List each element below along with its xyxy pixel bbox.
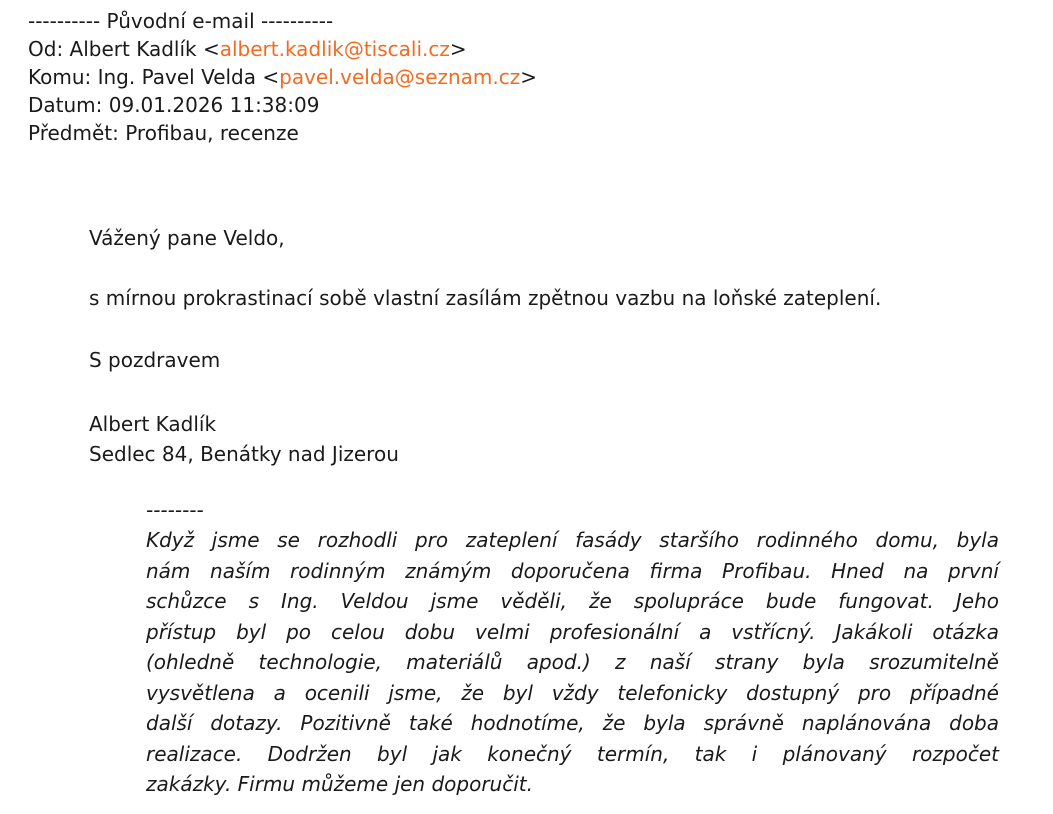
review-line: přístup byl po celou dobu velmi profesionální a vstřícný. Jakákoli otázka bbox=[146, 619, 999, 644]
subject-line: Předmět: Profibau, recenze bbox=[28, 121, 299, 145]
from-line bbox=[28, 35, 537, 63]
regards: S pozdravem bbox=[89, 348, 221, 372]
review-line: Když jsme se rozhodli pro zateplení fasády staršího rodinného domu, byla bbox=[146, 528, 999, 552]
to-line bbox=[28, 63, 537, 91]
original-email-separator: ---------- Původní e-mail ---------- bbox=[28, 9, 334, 33]
review-line: vysvětlena a ocenili jsme, že byl vždy telefonicky dostupný pro případné bbox=[146, 680, 999, 705]
review-line: nám naším rodinným známým doporučena firma Profibau. Hned na první bbox=[146, 558, 999, 583]
review-quote bbox=[146, 495, 999, 800]
to-label: Komu: Ing. Pavel Velda < bbox=[28, 65, 280, 89]
from-close: > bbox=[449, 37, 467, 61]
email-header bbox=[28, 7, 537, 147]
signature-name: Albert Kadlík bbox=[89, 412, 217, 436]
review-line: další dotazy. Pozitivně také hodnotíme, že byla správně naplánována doba bbox=[146, 711, 999, 735]
review-line: zakázky. Firmu můžeme jen doporučit. bbox=[146, 772, 533, 796]
to-close: > bbox=[520, 65, 538, 89]
greeting: Vážený pane Veldo, bbox=[89, 226, 285, 250]
from-email-link[interactable]: albert.kadlik@tiscali.cz bbox=[219, 37, 450, 61]
date-line: Datum: 09.01.2026 11:38:09 bbox=[28, 93, 320, 117]
review-line: (ohledně technologie, materiálů apod.) z naší strany byla srozumitelně bbox=[146, 650, 999, 674]
review-line: realizace. Dodržen byl jak konečný termín, tak i plánovaný rozpočet bbox=[146, 741, 999, 766]
review-separator: -------- bbox=[146, 498, 204, 522]
review-line: schůzce s Ing. Veldou jsme věděli, že spolupráce bude fungovat. Jeho bbox=[146, 589, 999, 613]
to-email-link[interactable]: pavel.velda@seznam.cz bbox=[279, 65, 521, 89]
message-text: s mírnou prokrastinací sobě vlastní zasílám zpětnou vazbu na loňské zateplení. bbox=[89, 286, 882, 310]
signature-address: Sedlec 84, Benátky nad Jizerou bbox=[89, 442, 399, 466]
from-label: Od: Albert Kadlík < bbox=[28, 37, 220, 61]
